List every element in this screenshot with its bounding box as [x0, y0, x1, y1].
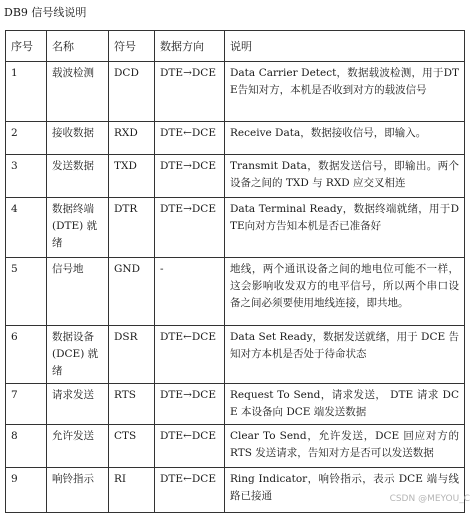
- cell-symbol: CTS: [109, 425, 155, 468]
- header-name: 名称: [47, 31, 109, 62]
- cell-name: 接收数据: [47, 122, 109, 155]
- table-row: [6, 62, 465, 122]
- table-row: [6, 326, 465, 384]
- cell-no: 5: [6, 258, 47, 326]
- cell-direction: DTE→DCE: [155, 198, 225, 258]
- cell-name: 发送数据: [47, 155, 109, 198]
- cell-description: Data Set Ready，数据发送就绪，用于 DCE 告知对方本机是否处于待命状态: [225, 326, 465, 384]
- cell-name: 载波检测: [47, 62, 109, 122]
- cell-direction: DTE→DCE: [155, 62, 225, 122]
- cell-description: Data Carrier Detect，数据载波检测，用于DTE告知对方，本机是否收到对方的载波信号: [225, 62, 465, 122]
- table-row: [6, 198, 465, 258]
- cell-description: Ring Indicator，响铃指示，表示 DCE 端与线路已接通: [225, 468, 465, 513]
- cell-symbol: DSR: [109, 326, 155, 384]
- cell-no: 1: [6, 62, 47, 122]
- watermark: CSDN @MEYOU_C: [389, 494, 470, 504]
- cell-symbol: TXD: [109, 155, 155, 198]
- cell-symbol: DTR: [109, 198, 155, 258]
- cell-direction: DTE←DCE: [155, 425, 225, 468]
- cell-no: 2: [6, 122, 47, 155]
- cell-description: Request To Send，请求发送， DTE 请求 DCE 本设备向 DCE 端发送数据: [225, 384, 465, 425]
- cell-direction: DTE→DCE: [155, 155, 225, 198]
- cell-name: 数据设备(DCE) 就绪: [47, 326, 109, 384]
- cell-direction: DTE←DCE: [155, 326, 225, 384]
- cell-symbol: RXD: [109, 122, 155, 155]
- cell-description: Transmit Data，数据发送信号，即输出。两个设备之间的 TXD 与 RXD 应交叉相连: [225, 155, 465, 198]
- cell-no: 8: [6, 425, 47, 468]
- table-row: [6, 258, 465, 326]
- cell-description: Receive Data，数据接收信号，即输入。: [225, 122, 465, 155]
- cell-direction: DTE←DCE: [155, 468, 225, 513]
- cell-symbol: DCD: [109, 62, 155, 122]
- cell-symbol: RTS: [109, 384, 155, 425]
- cell-no: 9: [6, 468, 47, 513]
- cell-symbol: GND: [109, 258, 155, 326]
- table-row: [6, 384, 465, 425]
- table-row: [6, 122, 465, 155]
- cell-name: 请求发送: [47, 384, 109, 425]
- cell-description: 地线，两个通讯设备之间的地电位可能不一样，这会影响收发双方的电平信号，所以两个串口设备之间必须要使用地线连接，即共地。: [225, 258, 465, 326]
- cell-no: 7: [6, 384, 47, 425]
- cell-symbol: RI: [109, 468, 155, 513]
- header-symbol: 符号: [109, 31, 155, 62]
- header-no: 序号: [6, 31, 47, 62]
- header-description: 说明: [225, 31, 465, 62]
- header-direction: 数据方向: [155, 31, 225, 62]
- cell-name: 数据终端(DTE) 就绪: [47, 198, 109, 258]
- table-header-row: [6, 31, 465, 62]
- db9-signal-table: [5, 30, 465, 513]
- cell-direction: DTE←DCE: [155, 122, 225, 155]
- page-title: DB9 信号线说明: [4, 6, 87, 19]
- cell-no: 6: [6, 326, 47, 384]
- cell-no: 3: [6, 155, 47, 198]
- table-row: [6, 425, 465, 468]
- cell-name: 信号地: [47, 258, 109, 326]
- cell-description: Data Terminal Ready，数据终端就绪，用于DTE向对方告知本机是否已准备好: [225, 198, 465, 258]
- cell-name: 允许发送: [47, 425, 109, 468]
- cell-description: Clear To Send，允许发送，DCE 回应对方的 RTS 发送请求，告知对方是否可以发送数据: [225, 425, 465, 468]
- table-row: [6, 155, 465, 198]
- cell-no: 4: [6, 198, 47, 258]
- cell-name: 响铃指示: [47, 468, 109, 513]
- cell-direction: -: [155, 258, 225, 326]
- cell-direction: DTE→DCE: [155, 384, 225, 425]
